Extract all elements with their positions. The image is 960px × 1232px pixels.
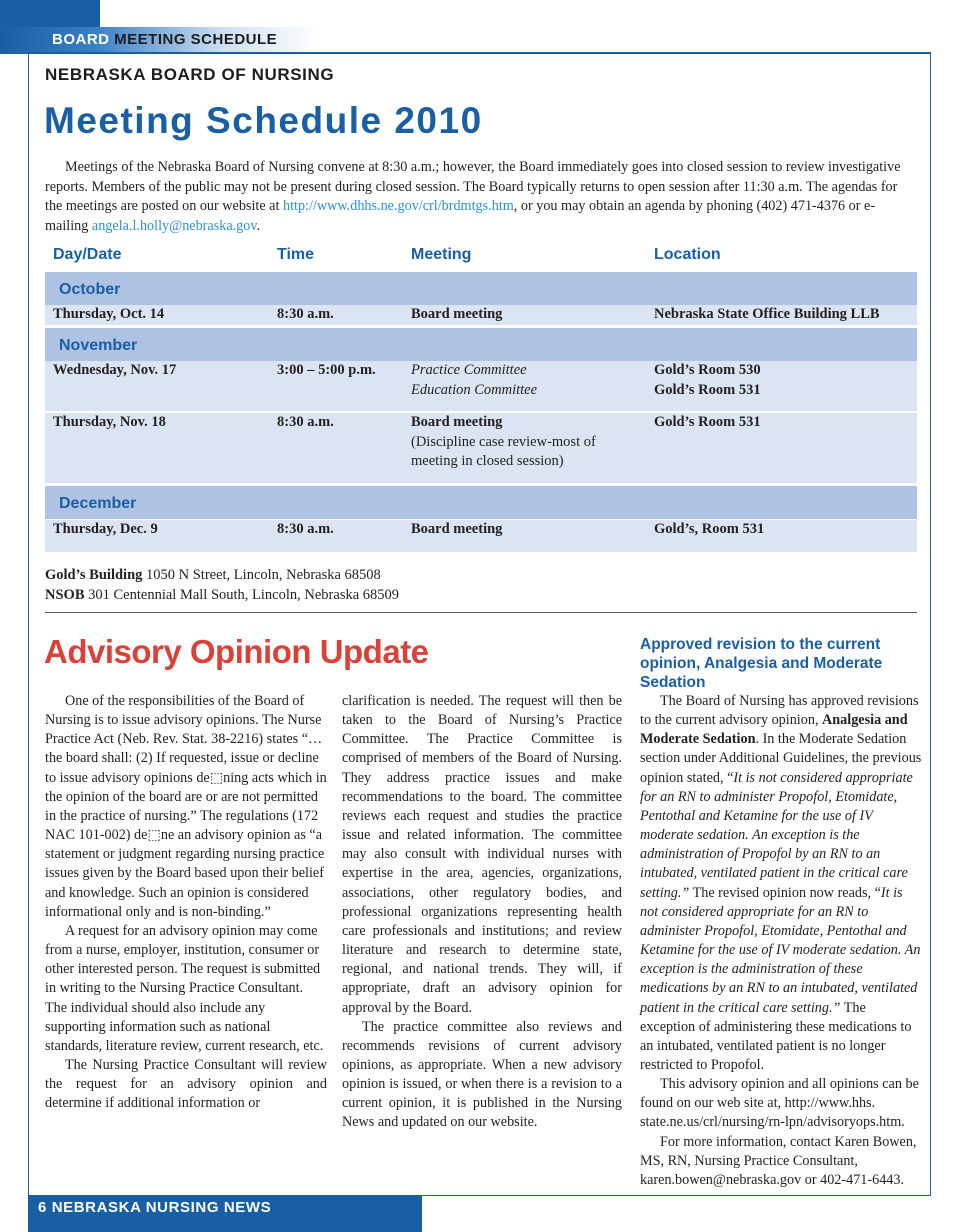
article-column-3: The Board of Nursing has approved revisions to the current advisory opinion, Analgesia and Moderate Sedation. In the Moderate Sedation section under Additional Guidelines, the previous opinion stated, “It is not considered appropriate for an RN to administer Propofol, Etomidate, Pentothal and Ketamine for the use of IV moderate sedation. An exception is the administration of Propofol by an RN to an intubated, ventilated patient in the critical care setting.” The revised opinion now reads, “It is not considered appropriate for an RN to administer Propofol, Etomidate, Pentothal and Ketamine for the use of IV moderate sedation. An exception is the administration of these medications by an RN to an intubated, ventilated patient in the critical care setting.” The exception of administering these medications to an intubated, ventilated patient is no longer restricted to Propofol. This advisory opinion and all opinions can be found on our web site at, http://www.hhs. state.ne.us/crl/nursing/rn-lpn/advisoryops.htm. For more information, contact Karen Bowen, MS, RN, Nursing Practice Consultant, karen.bowen@nebraska.gov or 402-471-6443. — [640, 693, 922, 1188]
addresses: Gold’s Building 1050 N Street, Lincoln, Nebraska 68508 NSOB 301 Centennial Mall South, Lincoln, Nebraska 68509 — [45, 567, 400, 603]
month-november: November — [45, 328, 917, 361]
org-name: NEBRASKA BOARD OF NURSING — [45, 65, 335, 84]
advisory-title: Advisory Opinion Update — [44, 633, 429, 670]
divider — [45, 612, 917, 613]
article-column-2: clarification is needed. The request will then be taken to the Board of Nursing’s Practice Committee. The Practice Committee is comprised of members of the Board of Nursing. They address practice issues and make recommendations to the board. The committee reviews each request and studies the practice issue and related information. The committee may also consult with individual nurses with expertise in the area, agencies, organizations, associations, other regulatory bodies, and professional organizations representing health care professionals and institutions; and review literature and research to determine state, regional, and national trends. They will, if appropriate, draft an advisory opinion for approval by the Board. The practice committee also reviews and recommends revisions of current advisory opinions, as appropriate. When a new advisory opinion is issued, or when there is a revision to a current opinion, it is published in the Nursing News and updated on our website. — [342, 693, 622, 1131]
schedule-header — [45, 246, 917, 268]
month-december: December — [45, 486, 917, 519]
email-link[interactable]: angela.l.holly@nebraska.gov — [91, 217, 257, 234]
footer-text: 6 NEBRASKA NURSING NEWS — [38, 1199, 272, 1216]
header-time: Time — [277, 246, 315, 263]
header-meeting: Meeting — [411, 246, 472, 263]
section-label: BOARD MEETING SCHEDULE — [52, 31, 278, 48]
page-title: Meeting Schedule 2010 — [44, 100, 483, 141]
agenda-link[interactable]: http://www.dhhs.ne.gov/crl/brdmtgs.htm — [282, 198, 514, 214]
table-row: Thursday, Oct. 14 8:30 a.m. Board meeting Nebraska State Office Building LLB — [45, 305, 917, 325]
header-daydate: Day/Date — [53, 246, 122, 263]
month-october: October — [45, 272, 917, 305]
table-row: Thursday, Dec. 9 8:30 a.m. Board meeting Gold’s, Room 531 — [45, 520, 917, 552]
header-location: Location — [654, 246, 721, 263]
table-row: Thursday, Nov. 18 8:30 a.m. Board meeting (Discipline case review-most of meeting in closed session) Gold’s Room 531 — [45, 413, 917, 483]
sidebar-heading: Approved revision to the current opinion, Analgesia and Moderate Sedation — [640, 636, 883, 691]
intro-paragraph: Meetings of the Nebraska Board of Nursing convene at 8:30 a.m.; however, the Board immediately goes into closed session to review investigative reports. Members of the public may not be present during closed session. The Board typically returns to open session after 11:30 a.m. The agendas for the meetings are posted on our website at http://www.dhhs.ne.gov/crl/brdmtgs.htm, or you may obtain an agenda by phoning (402) 471-4376 or e-mailing angela.l.holly@nebraska.gov. — [45, 159, 901, 234]
article-column-1: One of the responsibilities of the Board of Nursing is to issue advisory opinions. The Nurse Practice Act (Neb. Rev. Stat. 38-2216) states “… the board shall: (2) If requested, issue or decline to issue advisory opinions de⬚ning acts which in the opinion of the board are or are not permitted in the practice of nursing.” The regulations (172 NAC 101-002) de⬚ne an advisory opinion as “a statement or judgment regarding nursing practice issues given by the Board based upon their belief and knowledge. Such an opinion is considered informational only and is non-binding.” A request for an advisory opinion may come from a nurse, employer, institution, consumer or other interested person. The request is submitted in writing to the Nursing Practice Consultant. The individual should also include any supporting information such as national standards, literature review, current research, etc. The Nursing Practice Consultant will review the request for an advisory opinion and determine if additional information or — [45, 693, 327, 1112]
table-row: Wednesday, Nov. 17 3:00 – 5:00 p.m. Practice Committee Education Committee Gold’s Room 530 Gold’s Room 531 — [45, 361, 917, 411]
